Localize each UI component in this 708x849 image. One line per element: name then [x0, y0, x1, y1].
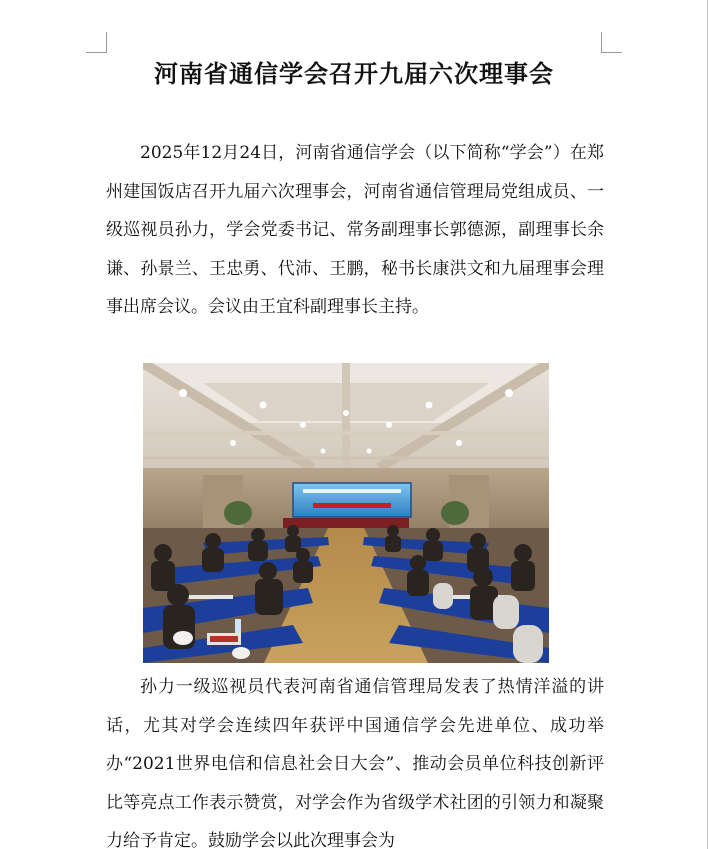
crop-mark-top-left	[86, 32, 107, 53]
meeting-photo	[143, 363, 549, 663]
crop-mark-top-right	[601, 32, 622, 53]
document-title: 河南省通信学会召开九届六次理事会	[154, 59, 554, 88]
paragraph-intro: 2025年12月24日，河南省通信学会（以下简称“学会”）在郑州建国饭店召开九届六次理事会，河南省通信管理局党组成员、一级巡视员孙力，学会党委书记、常务副理事长郭德源，副理事长余谦、孙景兰、王忠勇、代沛、王鹏，秘书长康洪文和九届理事会理事出席会议。会议由王宜科副理事长主持。	[106, 143, 604, 317]
paragraph-speech: 孙力一级巡视员代表河南省通信管理局发表了热情洋溢的讲话，尤其对学会连续四年获评中国通信学会先进单位、成功举办“2021世界电信和信息社会日大会”、推动会员单位科技创新评比等亮点工作表示赞赏，对学会作为省级学术社团的引领力和凝聚力给予肯定。鼓励学会以此次理事会为	[106, 677, 604, 849]
